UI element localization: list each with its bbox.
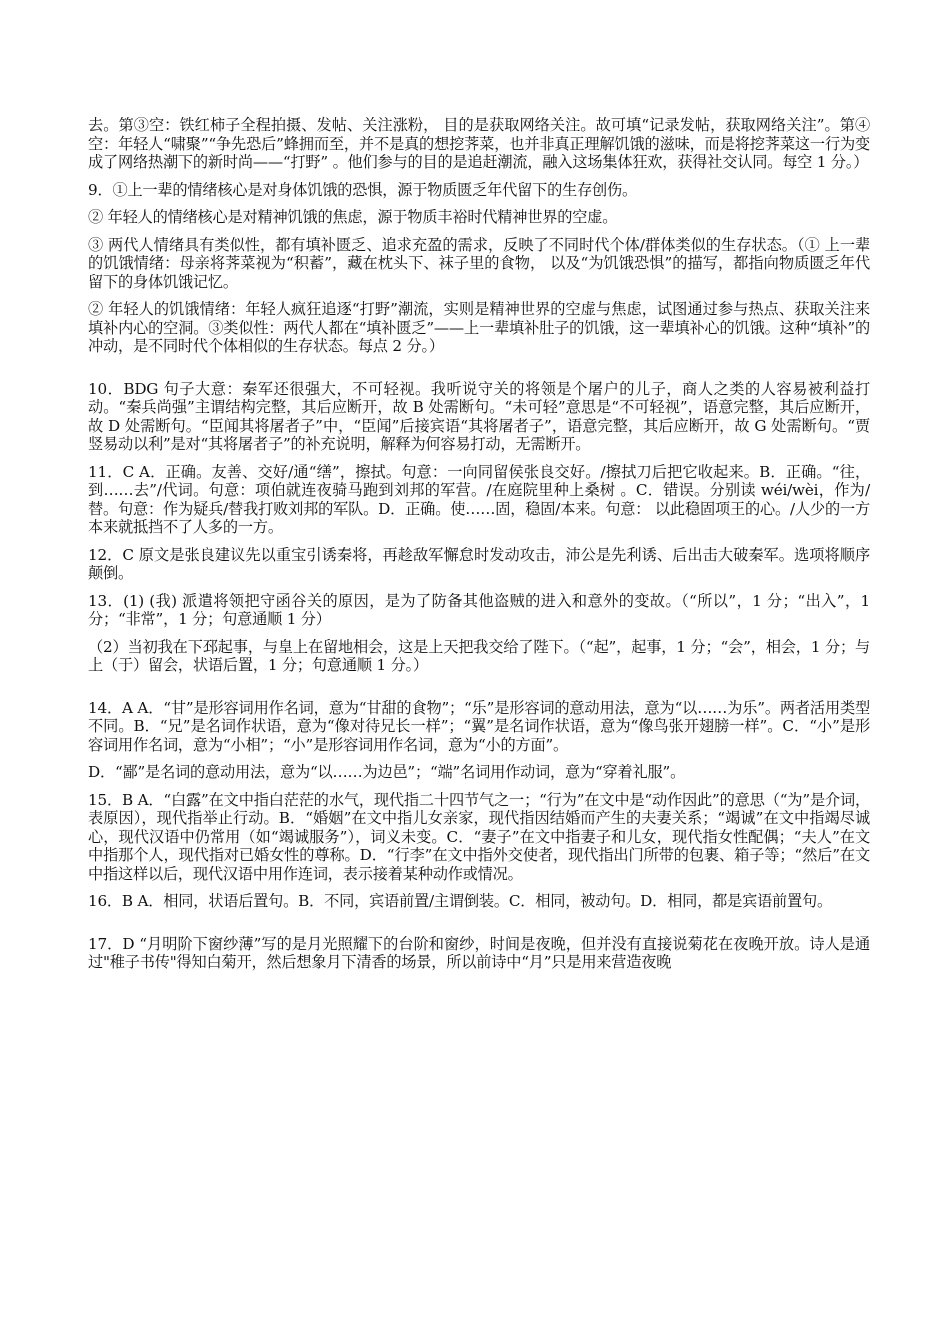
answer-14: 14．A A．“甘”是形容词用作名词，意为“甘甜的食物”；“乐”是形容词的意动用法，意为“以……为乐”。两者活用类型不同。B．“兄”是名词作状语，意为“像对待兄长一样”；“翼”是名词作状语，意为“像鸟张开翅膀一样”。C．“小”是形容词用作名词，意为“小相”；“小”是形容词用作名词，意为“小的方面”。 [88, 698, 870, 754]
answer-12: 12．C 原文是张良建议先以重宝引诱秦将，再趁敌军懈怠时发动攻击，沛公是先利诱、后出击大破秦军。选项将顺序颠倒。 [88, 545, 870, 582]
answer-11: 11．C A．正确。友善、交好/通“缮”，擦拭。句意：一向同留侯张良交好。/擦拭刀后把它收起来。B．正确。“往，到……去”/代词。句意：项伯就连夜骑马跑到刘邦的军营。/在庭院里种上桑树 。C．错误。分别读 wéi/wèi，作为/替。句意：作为疑兵/替我打败刘邦的军队。D．正确。使……固，稳固/本来。句意： 以此稳固项王的心。/人少的一方本来就抵挡不了人多的一方。 [88, 462, 870, 536]
answer-17: 17．D “月明阶下窗纱薄”写的是月光照耀下的台阶和窗纱，时间是夜晚，但并没有直接说菊花在夜晚开放。诗人是通过"稚子书传"得知白菊开，然后想象月下清香的场景，所以前诗中“月”只是用来营造夜晚 [88, 934, 870, 971]
answer-document [88, 116, 870, 981]
answer-9-point-3: ③ 两代人情绪具有类似性，都有填补匮乏、追求充盈的需求，反映了不同时代个体/群体类似的生存状态。（① 上一辈的饥饿情绪：母亲将荠菜视为“积蓄”，藏在枕头下、袜子里的食物， 以及“为饥饿恐惧”的描写，都指向物质匮乏年代留下的身体饥饿记忆。 [88, 235, 870, 291]
answer-9-explanation: ② 年轻人的饥饿情绪：年轻人疯狂追逐“打野”潮流，实则是精神世界的空虚与焦虑，试图通过参与热点、获取关注来填补内心的空洞。③类似性：两代人都在“填补匮乏”——上一辈填补肚子的饥饿，这一辈填补心的饥饿。这种“填补”的冲动，是不同时代个体相似的生存状态。每点 2 分。） [88, 300, 870, 355]
answer-10: 10．BDG 句子大意：秦军还很强大，不可轻视。我听说守关的将领是个屠户的儿子，商人之类的人容易被利益打动。“秦兵尚强”主谓结构完整，其后应断开，故 B 处需断句。“未可轻”意思是“不可轻视”，语意完整，其后应断开，故 D 处需断句。“臣闻其将屠者子”中，“臣闻”后接宾语“其将屠者子”，语意完整，其后应断开，故 G 处需断句。“贾竖易动以利”是对“其将屠者子”的补充说明，解释为何容易打动，无需断开。 [88, 379, 870, 453]
answer-9-point-2: ② 年轻人的情绪核心是对精神饥饿的焦虑，源于物质丰裕时代精神世界的空虚。 [88, 208, 618, 226]
answer-13-part-2: （2）当初我在下邳起事，与皇上在留地相会，这是上天把我交给了陛下。（“起”，起事，1 分；“会”，相会，1 分；与上（于）留会，状语后置，1 分；句意通顺 1 分。） [88, 637, 870, 674]
answer-15: 15．B A．“白露”在文中指白茫茫的水气，现代指二十四节气之一；“行为”在文中是“动作因此”的意思（“为”是介词，表原因），现代指举止行动。B．“婚姻”在文中指儿女亲家，现代指因结婚而产生的夫妻关系；“竭诚”在文中指竭尽诚心，现代汉语中仍常用（如“竭诚服务”），词义未变。C．“妻子”在文中指妻子和儿女，现代指女性配偶；“夫人”在文中指那个人，现代指对已婚女性的尊称。D．“行李”在文中指外交使者，现代指出门所带的包裹、箱子等；“然后”在文中指这样以后，现代汉语中用作连词，表示接着某种动作或情况。 [88, 790, 870, 883]
answer-16: 16．B A．相同，状语后置句。B．不同，宾语前置/主谓倒装。C．相同，被动句。D．相同，都是宾语前置句。 [88, 892, 833, 910]
answer-14-option-d: D．“鄙”是名词的意动用法，意为“以……为边邑”；“端”名词用作动词，意为“穿着礼服”。 [88, 763, 686, 781]
answer-13-part-1: 13．(1) (我) 派遣将领把守函谷关的原因，是为了防备其他盗贼的进入和意外的变故。（“所以”，1 分；“出入”，1 分；“非常”，1 分；句意通顺 1 分） [88, 591, 870, 628]
paragraph-continuation: 去。第③空：铁红柿子全程拍摄、发帖、关注涨粉， 目的是获取网络关注。故可填“记录发帖，获取网络关注”。第④空：年轻人“啸聚”“争先恐后”蜂拥而至，并不是真的想挖荠菜，也并非真正理解饥饿的滋味，而是将挖荠菜这一行为变成了网络热潮下的新时尚——“打野” 。他们参与的目的是追赶潮流，融入这场集体狂欢，获得社交认同。每空 1 分。） [88, 116, 870, 171]
answer-9-point-1: 9．①上一辈的情绪核心是对身体饥饿的恐惧，源于物质匮乏年代留下的生存创伤。 [88, 180, 638, 199]
